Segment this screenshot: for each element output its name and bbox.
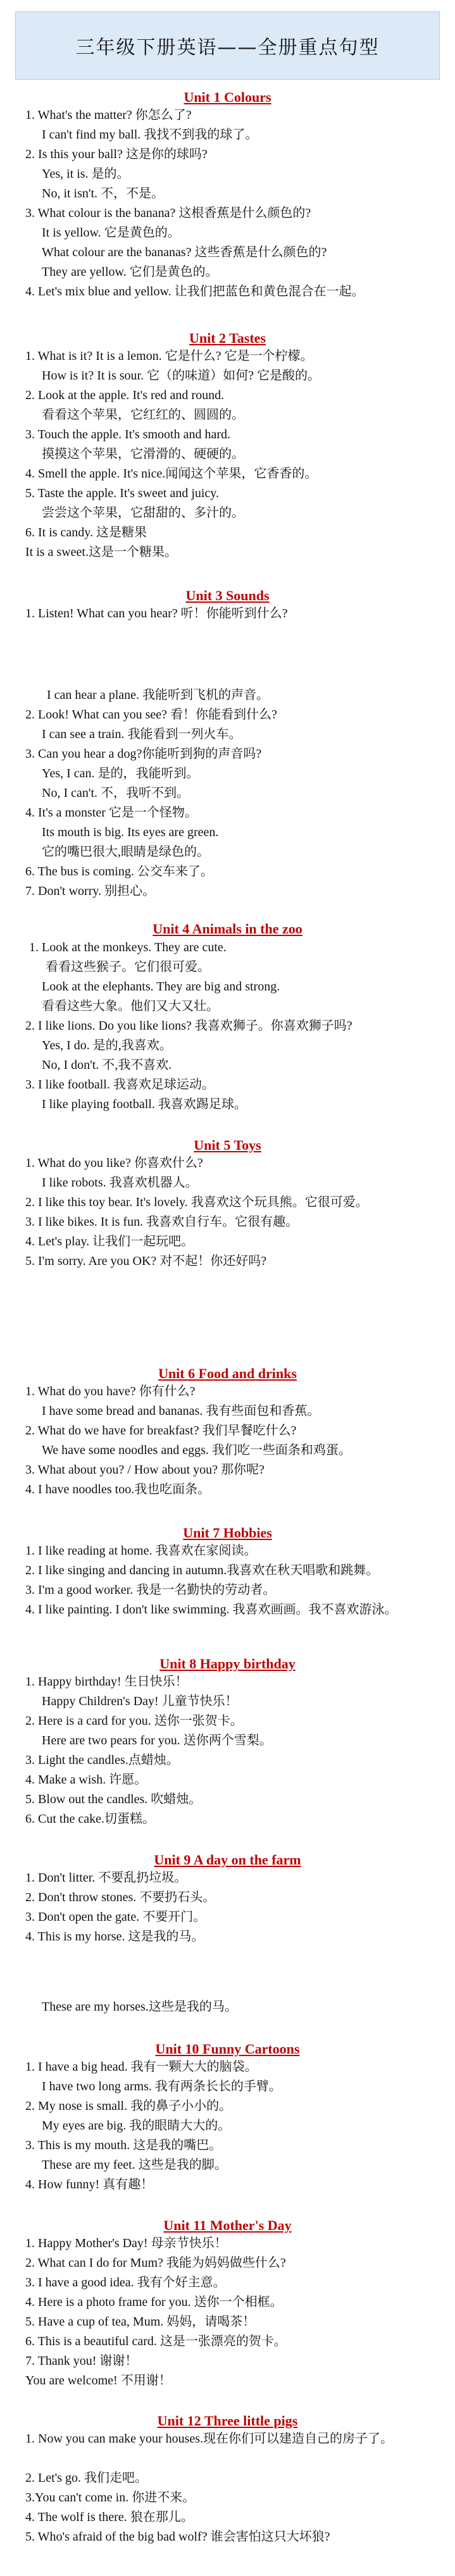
unit-8-line: 5. Blow out the candles. 吹蜡烛。	[25, 1792, 202, 1806]
unit-6-line: I have some bread and bananas. 我有些面包和香蕉。	[42, 1404, 320, 1418]
unit-5-line: 3. I like bikes. It is fun. 我喜欢自行车。它很有趣。	[25, 1215, 299, 1229]
unit-4-line: Yes, I do. 是的,我喜欢。	[42, 1038, 172, 1052]
page-title: 三年级下册英语——全册重点句型	[75, 37, 380, 59]
unit-5-title: Unit 5 Toys	[194, 1137, 261, 1153]
unit-6-line: 3. What about you? / How about you? 那你呢?	[25, 1463, 265, 1477]
unit-3-line: I can see a train. 我能看到一列火车。	[42, 727, 242, 741]
unit-11-line: You are welcome! 不用谢！	[25, 2374, 171, 2388]
unit-11-line: 5. Have a cup of tea, Mum. 妈妈，请喝茶！	[25, 2315, 256, 2329]
unit-6-title: Unit 6 Food and drinks	[158, 1365, 297, 1381]
unit-3-line: I can hear a plane. 我能听到飞机的声音。	[47, 688, 270, 702]
unit-4-line: 1. Look at the monkeys. They are cute.	[29, 940, 227, 954]
unit-1-line: 4. Let's mix blue and yellow. 让我们把蓝色和黄色混合在一起。	[25, 285, 365, 299]
unit-8-line: Happy Children's Day! 儿童节快乐！	[42, 1694, 238, 1708]
unit-12-line: 2. Let's go. 我们走吧。	[25, 2471, 148, 2485]
unit-3-line: 3. Can you hear a dog?你能听到狗的声音吗?	[25, 747, 262, 761]
title-banner	[15, 11, 440, 80]
unit-11-line: 4. Here is a photo frame for you. 送你一个相框。	[25, 2295, 283, 2309]
unit-12-line: 1. Now you can make your houses.现在你们可以建造自己的房子了。	[25, 2432, 394, 2446]
unit-4-line: 2. I like lions. Do you like lions? 我喜欢狮子。你喜欢狮子吗?	[25, 1019, 352, 1033]
unit-2-line: It is a sweet.这是一个糖果。	[25, 545, 177, 559]
unit-10-line: 2. My nose is small. 我的鼻子小小的。	[25, 2099, 232, 2113]
unit-3-line: 7. Don't worry. 别担心。	[25, 884, 156, 898]
unit-11-line: 2. What can I do for Mum? 我能为妈妈做些什么?	[25, 2256, 286, 2270]
unit-11-line: 3. I have a good idea. 我有个好主意。	[25, 2276, 226, 2289]
unit-10-line: I have two long arms. 我有两条长长的手臂。	[42, 2080, 282, 2093]
unit-2-line: 4. Smell the apple. It's nice.闻闻这个苹果，它香香的。	[25, 467, 318, 481]
unit-2-line: 3. Touch the apple. It's smooth and hard.	[25, 428, 230, 441]
unit-12-line: 5. Who's afraid of the big bad wolf? 谁会害怕这只大坏狼?	[25, 2530, 330, 2544]
unit-8-line: 1. Happy birthday! 生日快乐！	[25, 1675, 188, 1689]
unit-1-line: 1. What's the matter? 你怎么了?	[25, 108, 192, 122]
unit-10-line: 4. How funny! 真有趣！	[25, 2178, 154, 2191]
unit-9-line: These are my horses.这些是我的马。	[42, 2000, 237, 2014]
unit-6-line: 4. I have noodles too.我也吃面条。	[25, 1482, 211, 1496]
unit-4-title: Unit 4 Animals in the zoo	[153, 921, 302, 937]
unit-9-line: 4. This is my horse. 这是我的马。	[25, 1930, 204, 1944]
unit-8-line: 3. Light the candles.点蜡烛。	[25, 1753, 179, 1767]
unit-1-line: 3. What colour is the banana? 这根香蕉是什么颜色的?	[25, 206, 311, 220]
unit-8-title: Unit 8 Happy birthday	[159, 1656, 296, 1672]
unit-7-line: 3. I'm a good worker. 我是一名勤快的劳动者。	[25, 1583, 276, 1597]
unit-3-line: No, I can't. 不，我听不到。	[42, 786, 190, 800]
unit-7-line: 1. I like reading at home. 我喜欢在家阅读。	[25, 1544, 257, 1558]
unit-8-line: Here are two pears for you. 送你两个雪梨。	[42, 1734, 272, 1747]
unit-3-line: 它的嘴巴很大,眼睛是绿色的。	[42, 845, 209, 859]
unit-3-line: 1. Listen! What can you hear? 听！你能听到什么?	[25, 607, 288, 620]
unit-2-line: 尝尝这个苹果，它甜甜的、多汁的。	[42, 506, 244, 520]
unit-1-line: What colour are the bananas? 这些香蕉是什么颜色的?	[42, 245, 327, 259]
unit-5-line: 4. Let's play. 让我们一起玩吧。	[25, 1235, 194, 1248]
unit-2-line: How is it? It is sour. 它（的味道）如何? 它是酸的。	[42, 369, 320, 383]
unit-9-line: 3. Don't open the gate. 不要开门。	[25, 1910, 206, 1924]
unit-9-title: Unit 9 A day on the farm	[154, 1852, 301, 1868]
unit-8-line: 4. Make a wish. 许愿。	[25, 1773, 147, 1787]
unit-12-line: 4. The wolf is there. 狼在那儿。	[25, 2510, 194, 2524]
unit-10-line: My eyes are big. 我的眼睛大大的。	[42, 2119, 231, 2133]
unit-3-line: 6. The bus is coming. 公交车来了。	[25, 865, 213, 878]
unit-7-line: 4. I like painting. I don't like swimming. 我喜欢画画。我不喜欢游泳。	[25, 1603, 397, 1617]
unit-2-line: 摸摸这个苹果，它滑滑的、硬硬的。	[42, 447, 244, 461]
unit-10-line: 1. I have a big head. 我有一颗大大的脑袋。	[25, 2060, 258, 2074]
unit-10-line: 3. This is my mouth. 这是我的嘴巴。	[25, 2138, 222, 2152]
unit-2-line: 2. Look at the apple. It's red and round.	[25, 388, 225, 402]
unit-1-line: I can't find my ball. 我找不到我的球了。	[42, 128, 258, 142]
unit-8-line: 2. Here is a card for you. 送你一张贺卡。	[25, 1714, 243, 1728]
unit-4-line: Look at the elephants. They are big and strong.	[42, 980, 280, 994]
unit-1-line: They are yellow. 它们是黄色的。	[42, 265, 218, 279]
unit-7-line: 2. I like singing and dancing in autumn.我喜欢在秋天唱歌和跳舞。	[25, 1563, 379, 1577]
unit-10-title: Unit 10 Funny Cartoons	[155, 2041, 300, 2057]
unit-12-line: 3.You can't come in. 你进不来。	[25, 2491, 196, 2505]
unit-5-line: 5. I'm sorry. Are you OK? 对不起！你还好吗?	[25, 1254, 267, 1268]
unit-12-title: Unit 12 Three little pigs	[157, 2413, 298, 2429]
unit-11-line: 6. This is a beautiful card. 这是一张漂亮的贺卡。	[25, 2334, 287, 2348]
unit-8-line: 6. Cut the cake.切蛋糕。	[25, 1812, 155, 1826]
unit-6-line: We have some noodles and eggs. 我们吃一些面条和鸡蛋。	[42, 1443, 351, 1457]
unit-9-line: 2. Don't throw stones. 不要扔石头。	[25, 1890, 216, 1904]
unit-4-line: 看看这些猴子。它们很可爱。	[46, 960, 210, 974]
unit-11-title: Unit 11 Mother's Day	[163, 2217, 292, 2233]
unit-3-title: Unit 3 Sounds	[185, 588, 270, 603]
unit-10-line: These are my feet. 这些是我的脚。	[42, 2158, 227, 2172]
unit-2-line: 6. It is candy. 这是糖果	[25, 526, 147, 539]
unit-5-line: 1. What do you like? 你喜欢什么?	[25, 1156, 203, 1170]
unit-9-line: 1. Don't litter. 不要乱扔垃圾。	[25, 1871, 187, 1885]
unit-2-line: 5. Taste the apple. It's sweet and juicy.	[25, 486, 220, 500]
unit-11-line: 1. Happy Mother's Day! 母亲节快乐！	[25, 2236, 227, 2250]
unit-6-line: 1. What do you have? 你有什么?	[25, 1384, 196, 1398]
unit-1-title: Unit 1 Colours	[184, 89, 271, 105]
unit-3-line: Yes, I can. 是的，我能听到。	[42, 767, 199, 780]
unit-3-line: Its mouth is big. Its eyes are green.	[42, 825, 219, 839]
unit-11-line: 7. Thank you! 谢谢！	[25, 2354, 138, 2368]
unit-5-line: 2. I like this toy bear. It's lovely. 我喜欢这个玩具熊。它很可爱。	[25, 1195, 368, 1209]
unit-4-line: I like playing football. 我喜欢踢足球。	[42, 1097, 247, 1111]
unit-2-line: 看看这个苹果，它红红的、圆圆的。	[42, 408, 244, 422]
unit-7-title: Unit 7 Hobbies	[183, 1525, 272, 1541]
unit-1-line: No, it isn't. 不，不是。	[42, 187, 165, 200]
unit-1-line: 2. Is this your ball? 这是你的球吗?	[25, 147, 208, 161]
unit-2-line: 1. What is it? It is a lemon. 它是什么? 它是一个柠檬。	[25, 349, 313, 363]
unit-3-line: 4. It's a monster 它是一个怪物。	[25, 806, 197, 820]
unit-1-line: It is yellow. 它是黄色的。	[42, 226, 180, 240]
unit-2-title: Unit 2 Tastes	[189, 330, 266, 346]
unit-5-line: I like robots. 我喜欢机器人。	[42, 1176, 198, 1190]
unit-1-line: Yes, it is. 是的。	[42, 167, 130, 181]
unit-3-line: 2. Look! What can you see? 看！你能看到什么?	[25, 708, 277, 722]
unit-4-line: No, I don't. 不,我不喜欢.	[42, 1058, 172, 1072]
unit-6-line: 2. What do we have for breakfast? 我们早餐吃什么?	[25, 1424, 297, 1438]
unit-4-line: 3. I like football. 我喜欢足球运动。	[25, 1078, 215, 1092]
unit-4-line: 看看这些大象。他们又大又壮。	[42, 999, 219, 1013]
